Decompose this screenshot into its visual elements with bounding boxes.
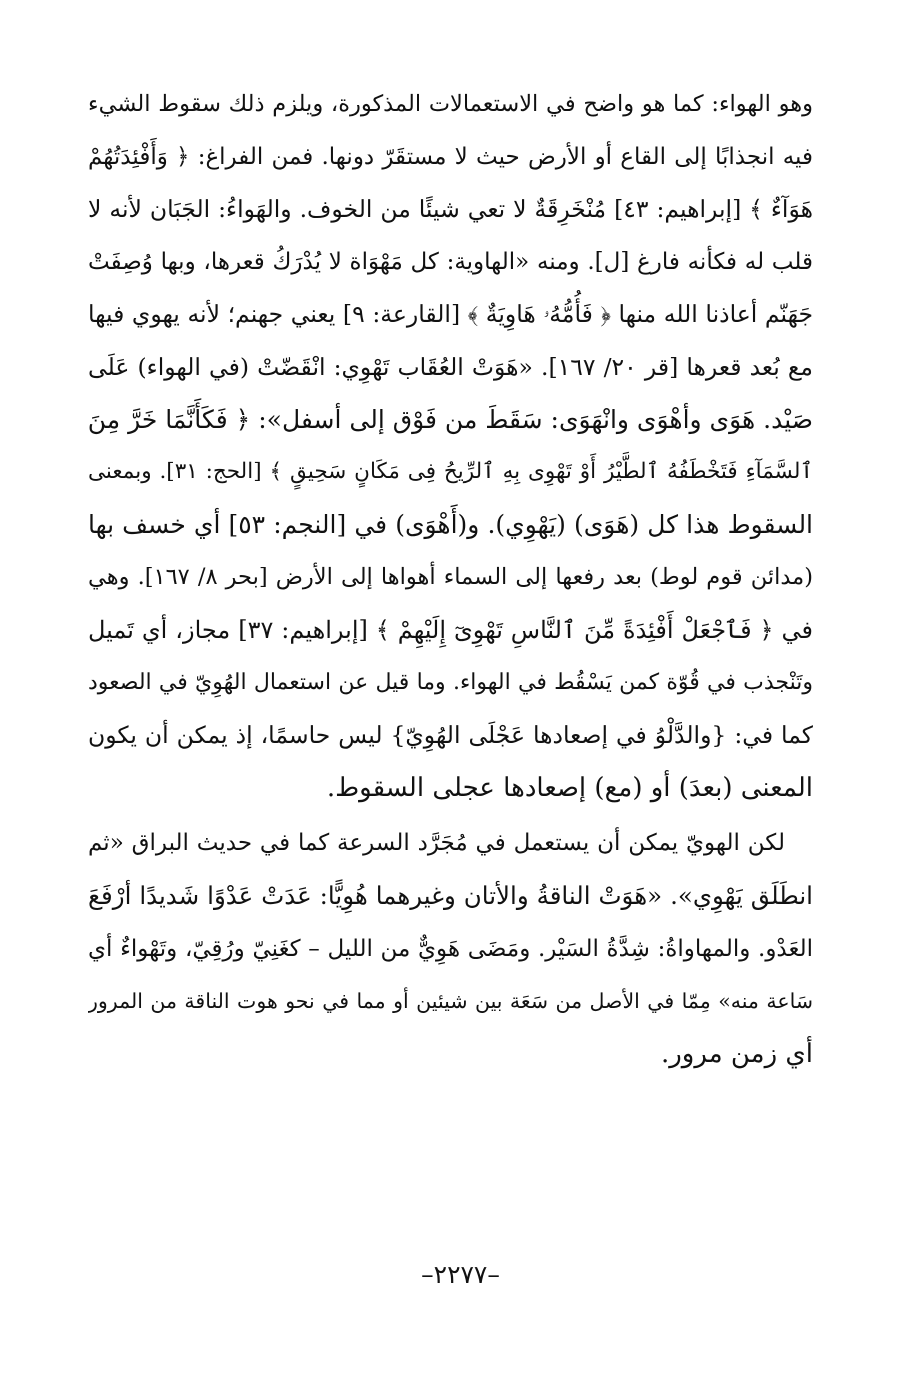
- text-line: فيه انجذابًا إلى القاع أو الأرض حيث لا مستقَرّ دونها. فمن الفراغ: ﴿ وَأَفْئِدَتُهُمْ: [88, 143, 813, 170]
- text-line: ٱلسَّمَآءِ فَتَخْطَفُهُ ٱلطَّيْرُ أَوْ تَهْوِى بِهِ ٱلرِّيحُ فِى مَكَانٍ سَحِيقٍ ﴾ [الحج: ٣١]. وبمعنى: [88, 459, 813, 485]
- page-number: –٢٢٧٧–: [421, 1260, 500, 1289]
- text-line: أي زمن مرور.: [660, 1038, 813, 1069]
- text-line: صَيْد. هَوَى وأهْوَى وانْهَوَى: سَقَطَ من فَوْق إلى أسفل»: ﴿ فَكَأَنَّمَا خَرَّ مِنَ: [88, 404, 813, 434]
- paragraph-1: [88, 78, 813, 814]
- text-line: هَوَآءٌ ﴾ [إبراهيم: ٤٣] مُنْخَرِقَةٌ لا تعي شيئًا من الخوف. والهَواءُ: الجَبَان لأنه لا: [88, 195, 813, 224]
- text-line: العَدْو. والمهاواةُ: شِدَّةُ السَيْر. ومَضَى هَوِيٌّ من الليل – كغَنِيّ ورُقِيّ، وتَهْواءٌ أي: [88, 935, 813, 962]
- text-line: سَاعة منه» مِمّا في الأصل من سَعَة بين شيئين أو مما في نحو هوت الناقة من المرور: [88, 989, 813, 1014]
- text-line: لكن الهويّ يمكن أن يستعمل في مُجَرَّد السرعة كما في حديث البراق «ثم: [88, 830, 785, 857]
- text-line: المعنى (بعدَ) أو (مع) إصعادها عجلى السقوط.: [326, 772, 813, 803]
- text-line: السقوط هذا كل (هَوَى) (يَهْوِي). و(أَهْوَى) في [النجم: ٥٣] أي خسف بها: [88, 509, 813, 539]
- text-line: وتَنْجذب في قُوّة كمن يَسْقُط في الهواء. وما قيل عن استعمال الهُوِيّ في الصعود: [88, 669, 813, 695]
- text-line: في ﴿ فَٱجْعَلْ أَفْئِدَةً مِّنَ ٱلنَّاسِ تَهْوِىٓ إِلَيْهِمْ ﴾ [إبراهيم: ٣٧] مجاز، أي تَميل: [88, 615, 813, 644]
- document-page: [88, 78, 813, 1080]
- paragraph-2: [88, 817, 813, 1080]
- text-line: قلب له فكأنه فارغ [ل]. ومنه «الهاوية: كل مَهْوَاة لا يُدْرَكُ قعرها، وبها وُصِفَتْ: [88, 248, 813, 275]
- text-line: (مدائن قوم لوط) بعد رفعها إلى السماء أهواها إلى الأرض [بحر ٨/ ١٦٧]. وهي: [88, 564, 813, 591]
- text-line: جَهَنّم أعاذنا الله منها ﴿ فَأُمُّهُۥ هَاوِيَةٌ ﴾ [القارعة: ٩] يعني جهنم؛ لأنه يهوي فيها: [88, 300, 813, 329]
- text-line: مع بُعد قعرها [قر ٢٠/ ١٦٧]. «هَوَتْ العُقَاب تَهْوِي: انْقَضّتْ (في الهواء) عَلَى: [88, 352, 813, 381]
- text-line: وهو الهواء: كما هو واضح في الاستعمالات المذكورة، ويلزم ذلك سقوط الشيء: [88, 91, 813, 117]
- text-line: انطَلَق يَهْوِي». «هَوَتْ الناقةُ والأتان وغيرهما هُوِيًّا: عَدَتْ عَدْوًا شَديدًا أرْفَعَ: [88, 880, 813, 910]
- text-line: كما في: {والدَّلْوُ في إصعادها عَجْلَى الهُوِيّ} ليس حاسمًا، إذ يمكن أن يكون: [88, 721, 813, 750]
